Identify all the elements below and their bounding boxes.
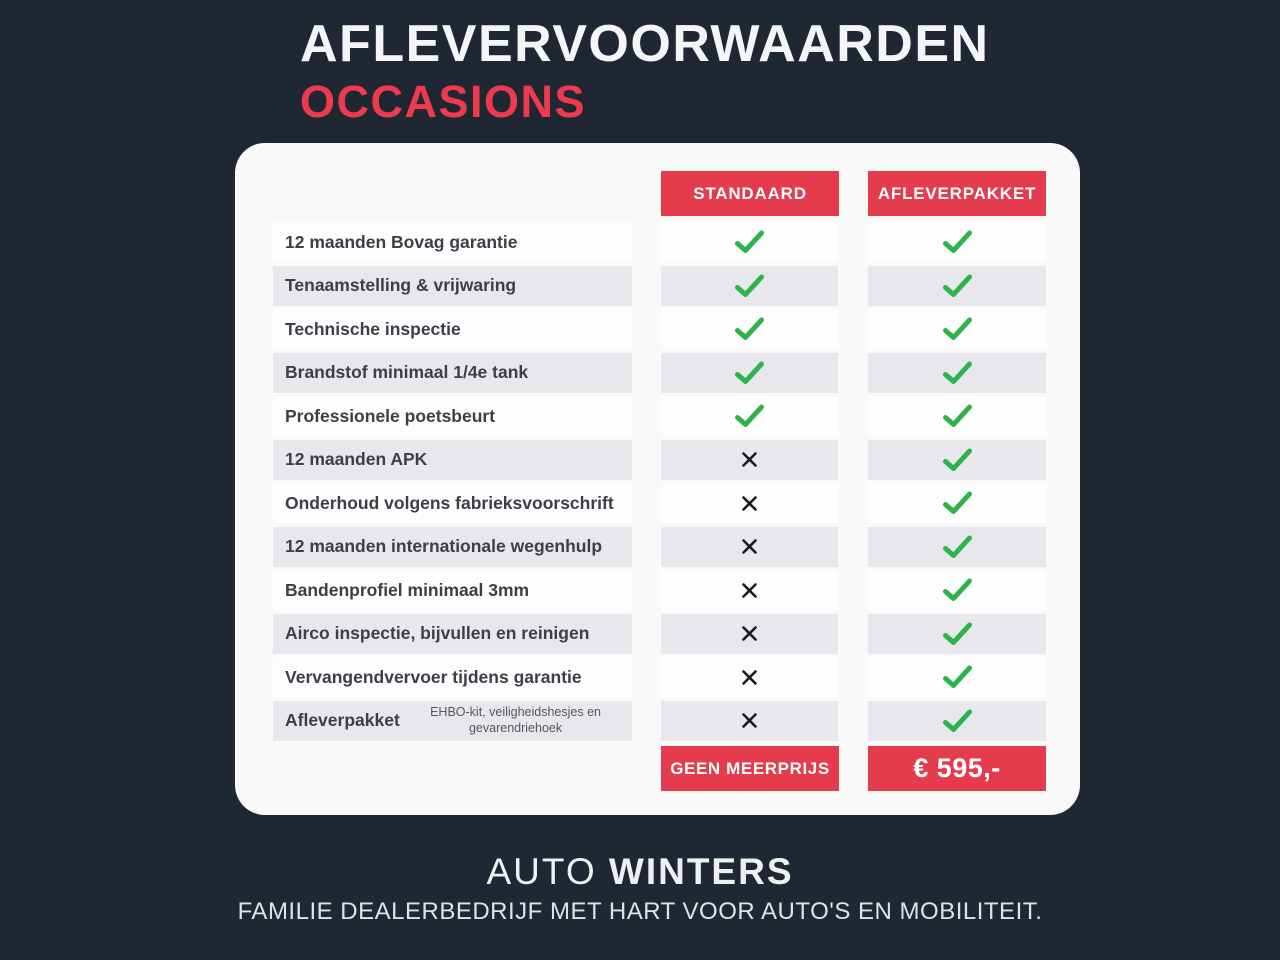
standaard-mark-cell xyxy=(661,309,839,349)
row-label-cell xyxy=(273,527,632,567)
afleverpakket-mark-cell xyxy=(868,396,1046,436)
column-gap xyxy=(632,614,661,654)
check-icon xyxy=(941,360,974,386)
afleverpakket-mark-cell xyxy=(868,570,1046,610)
row-label: Onderhoud volgens fabrieksvoorschrift xyxy=(285,492,614,513)
row-label: Afleverpakket xyxy=(285,710,400,730)
cross-icon xyxy=(740,450,759,469)
row-label: Technische inspectie xyxy=(285,318,461,339)
afleverpakket-mark-cell xyxy=(868,614,1046,654)
column-gap xyxy=(838,222,868,262)
column-gap xyxy=(838,570,868,610)
cross-icon xyxy=(740,581,759,600)
page-subtitle: OCCASIONS xyxy=(300,76,587,127)
column-gap xyxy=(632,701,661,741)
check-icon xyxy=(733,360,766,386)
column-gap xyxy=(632,657,661,697)
comparison-card xyxy=(235,143,1080,815)
check-icon xyxy=(941,664,974,690)
afleverpakket-mark-cell xyxy=(868,266,1046,306)
column-gap xyxy=(632,527,661,567)
row-label: Vervangendvervoer tijdens garantie xyxy=(285,666,582,687)
check-icon xyxy=(941,534,974,560)
row-label-cell xyxy=(273,483,632,523)
table-row xyxy=(273,483,1046,523)
table-row xyxy=(273,570,1046,610)
column-header-afleverpakket: AFLEVERPAKKET xyxy=(868,171,1046,216)
afleverpakket-mark-cell xyxy=(868,353,1046,393)
row-label-cell xyxy=(273,440,632,480)
row-label-cell xyxy=(273,657,632,697)
row-label: 12 maanden internationale wegenhulp xyxy=(285,536,603,556)
table-row xyxy=(273,614,1046,654)
column-gap xyxy=(632,309,661,349)
standaard-price-badge: GEEN MEERPRIJS xyxy=(661,746,839,791)
column-gap xyxy=(838,657,868,697)
afleverpakket-mark-cell xyxy=(868,440,1046,480)
standaard-mark-cell xyxy=(661,440,839,480)
table-row xyxy=(273,353,1046,393)
cross-icon xyxy=(740,494,759,513)
row-label-cell xyxy=(273,353,632,393)
cross-icon xyxy=(740,624,759,643)
brand-name-regular: AUTO xyxy=(486,851,609,892)
row-label-cell xyxy=(273,701,632,741)
table-row xyxy=(273,266,1046,306)
check-icon xyxy=(941,708,974,734)
column-gap xyxy=(838,527,868,567)
column-gap xyxy=(838,396,868,436)
row-label-cell xyxy=(273,309,632,349)
column-gap xyxy=(632,353,661,393)
check-icon xyxy=(733,403,766,429)
column-gap xyxy=(838,614,868,654)
row-label: Professionele poetsbeurt xyxy=(285,405,496,426)
row-label: 12 maanden Bovag garantie xyxy=(285,231,518,252)
row-label: Brandstof minimaal 1/4e tank xyxy=(285,362,529,382)
column-gap xyxy=(838,483,868,523)
column-gap xyxy=(838,353,868,393)
table-row xyxy=(273,701,1046,741)
standaard-mark-cell xyxy=(661,657,839,697)
column-gap xyxy=(632,483,661,523)
check-icon xyxy=(941,316,974,342)
column-gap xyxy=(632,570,661,610)
afleverpakket-mark-cell xyxy=(868,657,1046,697)
standaard-mark-cell xyxy=(661,396,839,436)
brand-name-bold: WINTERS xyxy=(608,851,794,892)
standaard-mark-cell xyxy=(661,614,839,654)
afleverpakket-price-badge: € 595,- xyxy=(868,746,1046,791)
row-label-cell xyxy=(273,222,632,262)
afleverpakket-mark-cell xyxy=(868,701,1046,741)
check-icon xyxy=(733,316,766,342)
afleverpakket-mark-cell xyxy=(868,309,1046,349)
row-note: EHBO-kit, veiligheidshesjes en gevarendriehoek xyxy=(430,704,601,735)
check-icon xyxy=(941,490,974,516)
column-gap xyxy=(632,266,661,306)
row-label-cell xyxy=(273,396,632,436)
check-icon xyxy=(941,577,974,603)
row-label: 12 maanden APK xyxy=(285,449,428,469)
column-gap xyxy=(838,701,868,741)
column-gap xyxy=(632,440,661,480)
row-label: Tenaamstelling & vrijwaring xyxy=(285,275,517,295)
column-gap xyxy=(632,396,661,436)
standaard-mark-cell xyxy=(661,701,839,741)
column-gap xyxy=(632,222,661,262)
check-icon xyxy=(941,447,974,473)
standaard-mark-cell xyxy=(661,570,839,610)
cross-icon xyxy=(740,537,759,556)
table-row xyxy=(273,440,1046,480)
check-icon xyxy=(733,273,766,299)
check-icon xyxy=(941,273,974,299)
column-gap xyxy=(838,266,868,306)
column-gap xyxy=(838,309,868,349)
brand-tagline: FAMILIE DEALERBEDRIJF MET HART VOOR AUTO'S EN MOBILITEIT. xyxy=(237,898,1043,925)
table-row xyxy=(273,396,1046,436)
table-row xyxy=(273,657,1046,697)
row-label-cell xyxy=(273,614,632,654)
standaard-mark-cell xyxy=(661,222,839,262)
check-icon xyxy=(941,621,974,647)
cross-icon xyxy=(740,711,759,730)
page-title: AFLEVERVOORWAARDEN xyxy=(300,15,990,73)
price-row xyxy=(235,746,1080,791)
afleverpakket-mark-cell xyxy=(868,222,1046,262)
afleverpakket-mark-cell xyxy=(868,483,1046,523)
standaard-mark-cell xyxy=(661,527,839,567)
row-label-cell xyxy=(273,266,632,306)
column-gap xyxy=(838,440,868,480)
standaard-mark-cell xyxy=(661,266,839,306)
standaard-mark-cell xyxy=(661,483,839,523)
row-label-cell xyxy=(273,570,632,610)
comparison-rows xyxy=(273,222,1046,744)
check-icon xyxy=(941,229,974,255)
row-label: Airco inspectie, bijvullen en reinigen xyxy=(285,623,590,643)
standaard-mark-cell xyxy=(661,353,839,393)
check-icon xyxy=(733,229,766,255)
brand-name xyxy=(0,851,1280,893)
afleverpakket-mark-cell xyxy=(868,527,1046,567)
cross-icon xyxy=(740,668,759,687)
table-row xyxy=(273,309,1046,349)
row-label: Bandenprofiel minimaal 3mm xyxy=(285,579,530,600)
column-header-standaard: STANDAARD xyxy=(661,171,839,216)
table-row xyxy=(273,222,1046,262)
table-row xyxy=(273,527,1046,567)
check-icon xyxy=(941,403,974,429)
